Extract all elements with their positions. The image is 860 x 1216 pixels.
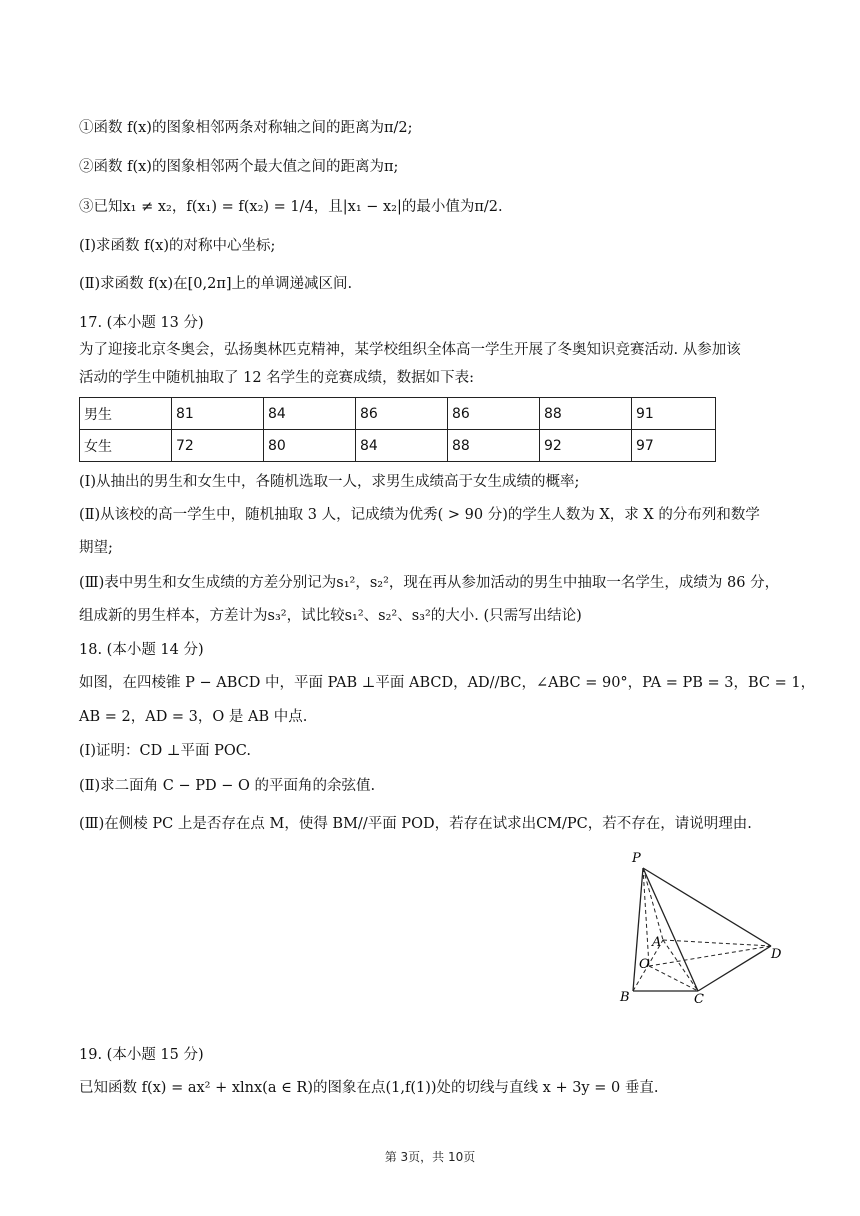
scores-table	[79, 397, 716, 462]
table-cell: 88	[540, 398, 632, 430]
q18-intro-2: AB = 2，AD = 3，O 是 AB 中点.	[79, 709, 308, 725]
q19-heading: 19. (本小题 15 分)	[79, 1047, 204, 1063]
q17-part-2: (Ⅱ)从该校的高一学生中，随机抽取 3 人，记成绩为优秀( > 90 分)的学生人数为 X，求 X 的分布列和数学	[79, 507, 760, 523]
q18-part-1: (Ⅰ)证明：CD ⊥平面 POC.	[79, 743, 251, 759]
page-footer: 第 3页，共 10页	[384, 1150, 476, 1164]
label-B: B	[620, 990, 630, 1005]
q18-heading: 18. (本小题 14 分)	[79, 642, 204, 658]
table-cell: 72	[172, 430, 264, 462]
q17-part-2-cont: 期望;	[79, 540, 113, 556]
table-cell: 86	[448, 398, 540, 430]
table-cell: 88	[448, 430, 540, 462]
table-cell: 97	[632, 430, 716, 462]
q17-intro-1: 为了迎接北京冬奥会，弘扬奥林匹克精神，某学校组织全体高一学生开展了冬奥知识竞赛活动. 从参加该	[79, 342, 741, 358]
q17-part-1: (Ⅰ)从抽出的男生和女生中，各随机选取一人，求男生成绩高于女生成绩的概率;	[79, 474, 580, 490]
q16-part-1: (Ⅰ)求函数 f(x)的对称中心坐标;	[79, 238, 276, 254]
table-cell: 81	[172, 398, 264, 430]
label-D: D	[771, 947, 782, 962]
q17-part-3-cont: 组成新的男生样本，方差计为s₃²，试比较s₁²、s₂²、s₃²的大小. (只需写出结论)	[79, 608, 582, 624]
q19-intro: 已知函数 f(x) = ax² + xlnx(a ∈ R)的图象在点(1,f(1))处的切线与直线 x + 3y = 0 垂直.	[79, 1080, 659, 1096]
table-row	[80, 430, 716, 462]
label-A: A	[652, 935, 662, 950]
label-C: C	[694, 992, 704, 1007]
q18-intro-1: 如图，在四棱锥 P − ABCD 中，平面 PAB ⊥平面 ABCD，AD//BC，∠ABC = 90°，PA = PB = 3，BC = 1，	[79, 675, 816, 691]
table-row	[80, 398, 716, 430]
table-cell: 91	[632, 398, 716, 430]
table-cell: 84	[356, 430, 448, 462]
q17-heading: 17. (本小题 13 分)	[79, 315, 204, 331]
condition-3: ③已知x₁ ≠ x₂，f(x₁) = f(x₂) = 1/4，且|x₁ − x₂|的最小值为π/2.	[79, 199, 503, 215]
table-cell: 80	[264, 430, 356, 462]
q16-part-2: (Ⅱ)求函数 f(x)在[0,2π]上的单调递减区间.	[79, 276, 353, 292]
row-label: 男生	[80, 398, 172, 430]
label-P: P	[632, 851, 641, 866]
table-cell: 86	[356, 398, 448, 430]
label-O: O	[639, 957, 650, 972]
q17-intro-2: 活动的学生中随机抽取了 12 名学生的竞赛成绩，数据如下表:	[79, 370, 475, 386]
table-cell: 92	[540, 430, 632, 462]
condition-2: ②函数 f(x)的图象相邻两个最大值之间的距离为π;	[79, 159, 399, 175]
q17-part-3: (Ⅲ)表中男生和女生成绩的方差分别记为s₁²，s₂²，现在再从参加活动的男生中抽取一名学生，成绩为 86 分，	[79, 575, 780, 591]
row-label: 女生	[80, 430, 172, 462]
q18-part-2: (Ⅱ)求二面角 C − PD − O 的平面角的余弦值.	[79, 778, 376, 794]
table-cell: 84	[264, 398, 356, 430]
q18-part-3: (Ⅲ)在侧棱 PC 上是否存在点 M，使得 BM//平面 POD，若存在试求出CM/PC，若不存在，请说明理由.	[79, 816, 752, 832]
pyramid-figure	[612, 848, 792, 1008]
condition-1: ①函数 f(x)的图象相邻两条对称轴之间的距离为π/2;	[79, 120, 413, 136]
